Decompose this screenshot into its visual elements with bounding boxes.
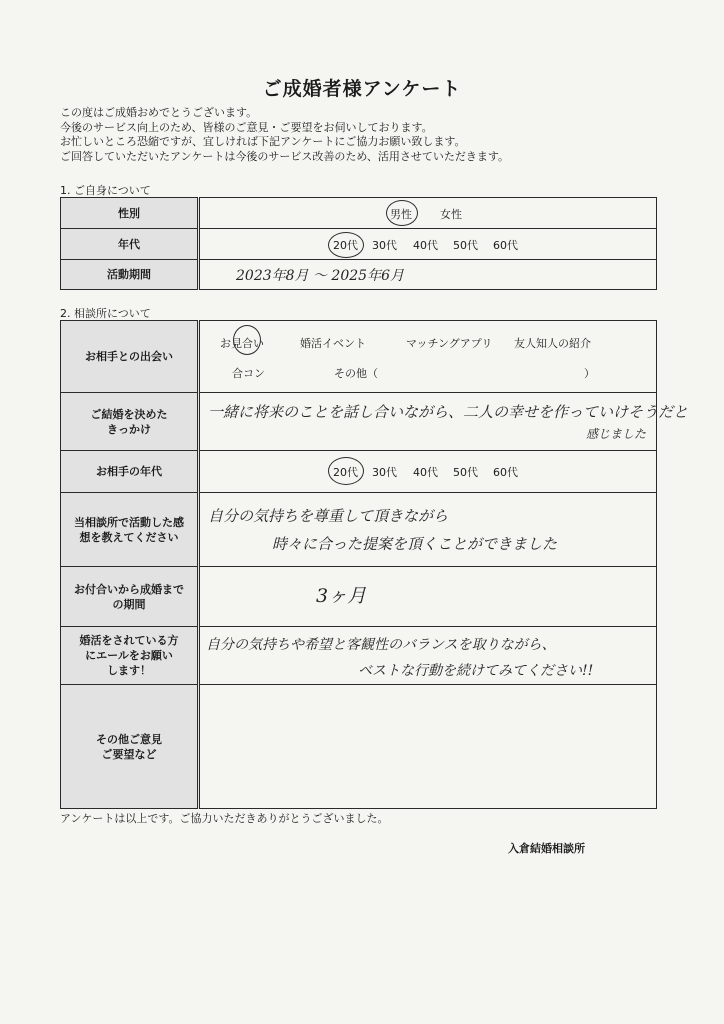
- closing-text: アンケートは以上です。ご協力いただきありがとうございました。: [60, 812, 389, 825]
- message-label: [61, 627, 199, 685]
- partner-age-option-20s[interactable]: 20代: [333, 466, 358, 479]
- partner-age-option-30s[interactable]: 30代: [372, 466, 397, 479]
- intro-line: お忙しいところ恐縮ですが、宜しければ下記アンケートにご協力お願い致します。: [60, 135, 466, 148]
- office-name: 入倉結婚相談所: [508, 842, 585, 855]
- partner-age-option-60s[interactable]: 60代: [493, 466, 518, 479]
- self-table: [60, 197, 657, 290]
- reason-answer-line-1: 一緒に将来のことを話し合いながら、二人の幸せを作っていけそうだと: [208, 403, 689, 421]
- intro-line: この度はご成婚おめでとうございます。: [60, 106, 258, 119]
- section-heading-agency: 2. 相談所について: [60, 307, 151, 320]
- partner-age-option-40s[interactable]: 40代: [413, 466, 438, 479]
- gender-selection-mark: [386, 200, 418, 226]
- age-field[interactable]: [199, 229, 657, 260]
- age-selection-mark: [328, 232, 364, 258]
- section-heading-self: 1. ご自身について: [60, 184, 151, 197]
- period-field[interactable]: [199, 260, 657, 290]
- partner-age-label: お相手の年代: [61, 451, 199, 493]
- meeting-field[interactable]: [199, 321, 657, 393]
- age-option-30s[interactable]: 30代: [372, 239, 397, 252]
- message-label-line: にエールをお願い: [85, 649, 173, 662]
- intro-line: 今後のサービス向上のため、皆様のご意見・ご要望をお伺いしております。: [60, 120, 433, 134]
- impression-field[interactable]: [199, 493, 657, 567]
- impression-label: [61, 493, 199, 567]
- impression-label-line: 当相談所で活動した感: [74, 515, 184, 529]
- age-option-60s[interactable]: 60代: [493, 239, 518, 252]
- gender-option-male[interactable]: 男性: [390, 208, 412, 221]
- message-answer-line-1: 自分の気持ちや希望と客観性のバランスを取りながら、: [206, 637, 556, 653]
- meeting-option-omiai[interactable]: お見合い: [220, 337, 264, 350]
- meeting-selection-mark: [233, 325, 261, 355]
- reason-field[interactable]: [199, 393, 689, 451]
- reason-label: [61, 393, 199, 451]
- reason-label-line: きっかけ: [107, 422, 151, 436]
- gender-field[interactable]: [199, 198, 657, 229]
- meeting-option-goukon[interactable]: 合コン: [232, 367, 265, 380]
- duration-field[interactable]: [199, 567, 657, 627]
- duration-label-line: の期間: [112, 597, 146, 611]
- message-label-line: 婚活をされている方: [79, 634, 179, 647]
- meeting-label: お相手との出会い: [61, 321, 199, 393]
- comments-label-line: ご要望など: [101, 747, 157, 761]
- impression-label-line: 想を教えてください: [79, 530, 179, 544]
- meeting-option-event[interactable]: 婚活イベント: [300, 337, 366, 350]
- partner-age-selection-mark: [328, 457, 364, 485]
- duration-label-line: お付合いから成婚まで: [74, 582, 184, 596]
- message-field[interactable]: [199, 627, 657, 685]
- meeting-option-other[interactable]: その他（: [334, 367, 378, 380]
- meeting-option-other-close: ）: [584, 367, 595, 380]
- partner-age-option-50s[interactable]: 50代: [453, 466, 478, 479]
- message-answer-line-2: ベストな行動を続けてみてください!!: [358, 663, 594, 679]
- intro-line: ご回答していただいたアンケートは今後のサービス改善のため、活用させていただきます。: [60, 149, 510, 163]
- age-option-50s[interactable]: 50代: [453, 239, 478, 252]
- page-title: ご成婚者様アンケート: [262, 78, 462, 100]
- duration-answer: 3ヶ月: [316, 585, 367, 607]
- reason-answer-line-2: 感じました: [586, 427, 647, 441]
- comments-label: [61, 685, 199, 809]
- age-option-20s[interactable]: 20代: [333, 239, 358, 252]
- message-label-line: します！: [107, 664, 151, 677]
- intro-text: [60, 106, 509, 164]
- comments-field[interactable]: [199, 685, 657, 809]
- comments-label-line: その他ご意見: [96, 732, 162, 746]
- period-answer: 2023年8月 〜 2025年6月: [236, 268, 404, 284]
- gender-label: 性別: [61, 198, 199, 229]
- gender-option-female[interactable]: 女性: [440, 208, 462, 221]
- reason-label-line: ご結婚を決めた: [90, 407, 168, 421]
- meeting-option-app[interactable]: マッチングアプリ: [406, 337, 493, 350]
- meeting-option-friend[interactable]: 友人知人の紹介: [514, 337, 591, 350]
- age-option-40s[interactable]: 40代: [413, 239, 438, 252]
- impression-answer-line-1: 自分の気持ちを尊重して頂きながら: [208, 507, 449, 525]
- impression-answer-line-2: 時々に合った提案を頂くことができました: [272, 535, 558, 553]
- duration-label: [61, 567, 199, 627]
- age-label: 年代: [61, 229, 199, 260]
- partner-age-field[interactable]: [199, 451, 657, 493]
- agency-table: [60, 320, 689, 809]
- period-label: 活動期間: [61, 260, 199, 290]
